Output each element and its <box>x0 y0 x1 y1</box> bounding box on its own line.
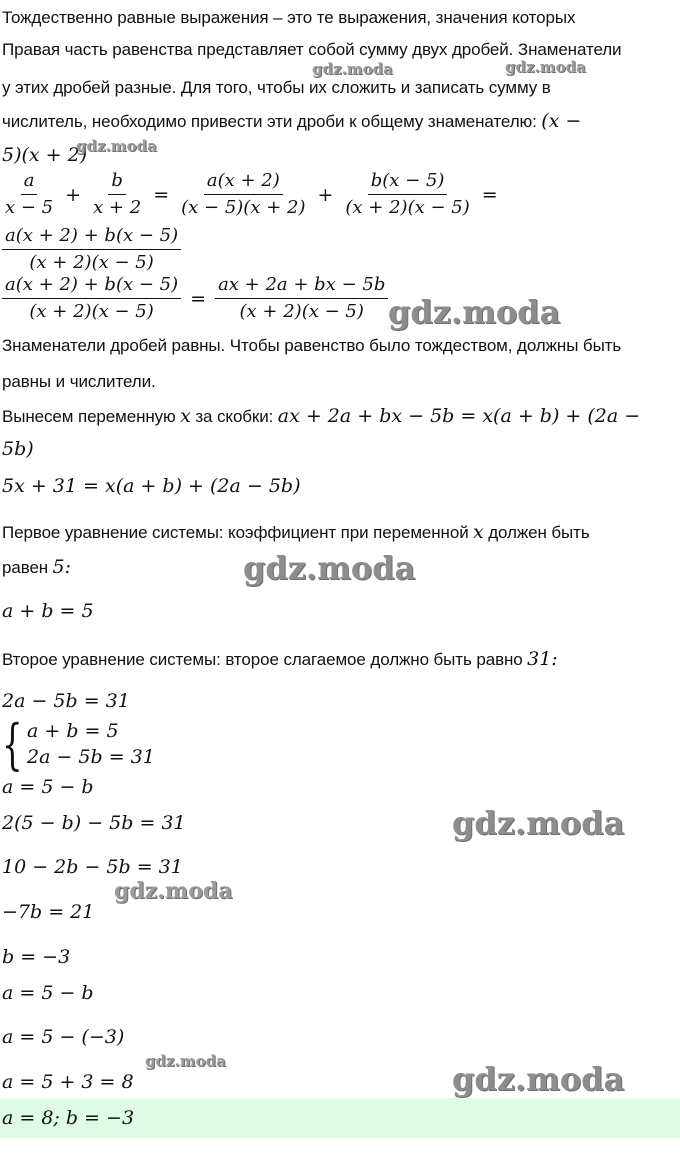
watermark: gdz.moda <box>452 1060 625 1098</box>
paragraph-denominators-equal: Знаменатели дробей равны. Чтобы равенство было тождеством, должны быть <box>2 336 622 355</box>
system-equation-1: a + b = 5 <box>27 720 119 742</box>
watermark: gdz.moda <box>114 878 233 904</box>
watermark: gdz.moda <box>243 549 416 587</box>
fraction-expanded-b: $\frac{b(x - 5)}{(x + 2)(x - 5)}$ <box>345 170 470 218</box>
math-a-substituted: a = 5 − (−3) <box>2 1026 125 1048</box>
paragraph-numerators-equal: равны и числители. <box>2 372 156 391</box>
math-b-value: b = −3 <box>2 946 71 968</box>
math-a-again: a = 5 − b <box>2 982 94 1004</box>
fraction-a-over-x-minus-5: $\frac{a}{x - 5}$ <box>5 170 54 218</box>
watermark: gdz.moda <box>145 1052 226 1070</box>
paragraph-factor-out: Вынесем переменную x за скобки: ax + 2a + bx − 5b = x(a + b) + (2a − <box>2 405 641 427</box>
math-expand: 10 − 2b − 5b = 31 <box>2 856 183 878</box>
equation-expanded: $\frac{a(x + 2) + b(x - 5)}{(x + 2)(x - 5)}$ = $\frac{ax + 2a + bx - 5b}{(x + 2)(x - 5)}$ <box>2 274 388 323</box>
fraction-expanded-right: $\frac{ax + 2a + bx - 5b}{(x + 2)(x - 5)}$ <box>215 274 388 323</box>
text-line-2: Правая часть равенства представляет собой сумму двух дробей. Знаменатели <box>2 40 622 59</box>
text-line-4-text: числитель, необходимо привести эти дроби к общему знаменателю: <box>2 112 537 131</box>
fraction-combined-left: $\frac{a(x + 2) + b(x - 5)}{(x + 2)(x - 5)}$ <box>2 274 181 323</box>
fraction-combined: $\frac{a(x + 2) + b(x - 5)}{(x + 2)(x - 5)}$ <box>2 225 181 274</box>
system-equation-2: 2a − 5b = 31 <box>27 746 155 768</box>
paragraph-first-equation: Первое уравнение системы: коэффициент при переменной x должен быть <box>2 521 590 543</box>
answer-text: a = 8; b = −3 <box>2 1107 135 1129</box>
text-line-4 <box>2 110 581 132</box>
math-express-a: a = 5 − b <box>2 776 94 798</box>
math-identity: 5x + 31 = x(a + b) + (2a − 5b) <box>2 475 301 497</box>
math-minus-7b: −7b = 21 <box>2 901 95 923</box>
paragraph-equal-5: равен 5: <box>2 556 72 578</box>
math-line-5b: 5b) <box>2 438 34 460</box>
equation-combined-fraction <box>2 225 181 274</box>
watermark: gdz.moda <box>388 293 561 331</box>
text-line-3: у этих дробей разные. Для того, чтобы их сложить и записать сумму в <box>2 78 551 97</box>
math-2a-minus-5b: 2a − 5b = 31 <box>2 690 130 712</box>
fraction-b-over-x-plus-2: $\frac{b}{x + 2}$ <box>93 170 142 218</box>
watermark: gdz.moda <box>312 60 393 78</box>
text-line-4-math: (x − <box>541 110 582 132</box>
watermark: gdz.moda <box>76 137 157 155</box>
watermark: gdz.moda <box>452 804 625 842</box>
watermark: gdz.moda <box>505 58 586 76</box>
equation-sum-fractions: $\frac{a}{x - 5}$ + $\frac{b}{x + 2}$ = $\frac{a(x + 2)}{(x - 5)(x + 2)}$ + $\frac{b(x - 5)}{(x + 2)(x - 5)}$ = <box>2 170 507 219</box>
text-line-1: Тождественно равные выражения – это те выражения, значения которых <box>2 8 576 27</box>
math-a-plus-b: a + b = 5 <box>2 600 94 622</box>
paragraph-second-equation: Второе уравнение системы: второе слагаемое должно быть равно 31: <box>2 648 558 670</box>
fraction-expanded-a: $\frac{a(x + 2)}{(x - 5)(x + 2)}$ <box>181 170 306 218</box>
system-brace: { <box>2 713 23 776</box>
math-substitute: 2(5 − b) − 5b = 31 <box>2 812 186 834</box>
math-a-computed: a = 5 + 3 = 8 <box>2 1071 134 1093</box>
math-line-5: 5)(x + 2) <box>2 144 88 166</box>
